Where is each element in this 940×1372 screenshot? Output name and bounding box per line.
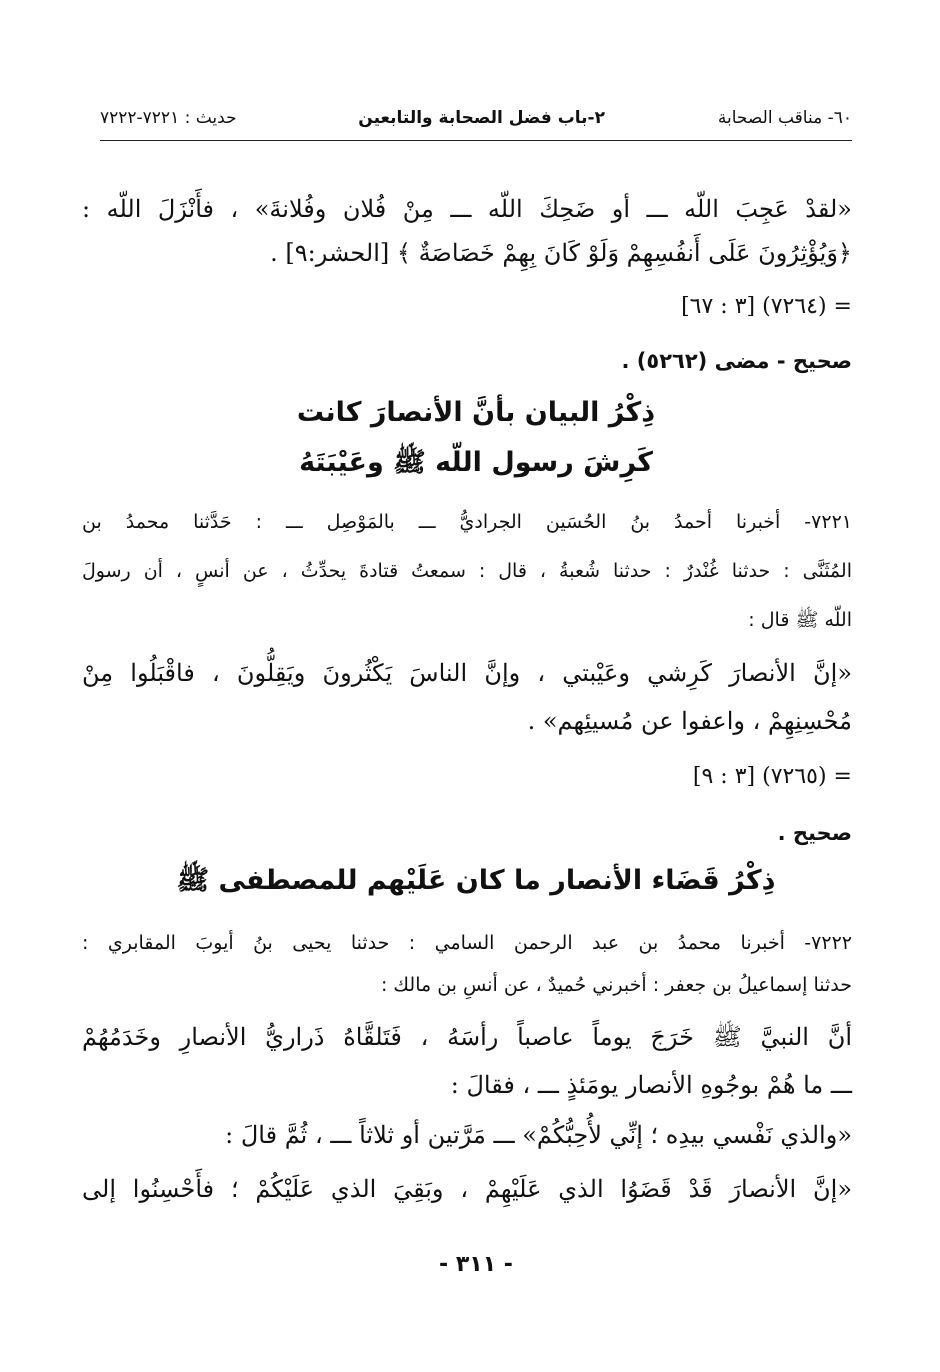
hadith-text-line: «إنَّ الأنصارَ كَرِشي وعَيْبتي ، وإنَّ الناسَ يَكْثُرونَ ويَقِلُّونَ ، فاقْبَلُوا مِنْ [82, 659, 852, 687]
page-number: - ٣١١ - [439, 1252, 513, 1277]
chapter-title: ٦٠- مناقب الصحابة [717, 108, 852, 128]
text-line: «لقدْ عَجِبَ اللّه ـــ أو ضَحِكَ اللّه ـــ مِنْ فُلان وفُلانةَ» ، فأَنْزَلَ اللّه : [82, 195, 852, 223]
hadith-text-line: «والذي نَفْسي بيدِه ؛ إنِّي لأُحِبُّكُمْ» ـــ مَرَّتين أو ثلاثاً ـــ ، ثُمَّ قالَ : [225, 1121, 852, 1149]
hadith-range: حديث : ٧٢٢١-٧٢٢٢ [100, 108, 237, 128]
hadith-text-line: «إنَّ الأنصارَ قَدْ قَضَوُا الذي عَلَيْهِمْ ، وبَقِيَ الذي عَلَيْكُمْ ؛ فأَحْسِنُوا إلى [82, 1175, 852, 1203]
hadith-text-line: أنَّ النبيَّ ﷺ خَرَجَ يوماً عاصباً رأسَهُ ، فَتَلقَّاهُ ذَراريُّ الأنصارِ وخَدَمُهُمْ [82, 1023, 852, 1051]
isnad-line: ٧٢٢١- أخبرنا أحمدُ بنُ الحُسَين الجراديُّ ـــ بالمَوْصِل ـــ : حَدَّثنا محمدُ بن [82, 511, 852, 533]
grading-line: صحيح . [777, 821, 852, 845]
header-divider [100, 140, 852, 141]
section-heading: كَرِشَ رسول اللّه ﷺ وعَيْبَتَهُ [299, 447, 653, 478]
grading-line: صحيح - مضى (٥٢٦٢) . [621, 349, 852, 373]
hadith-text-line: ـــ ما هُمْ بوجُوهِ الأنصار يومَئذٍ ـــ ، فقالَ : [450, 1071, 852, 1099]
section-title: ٢-باب فضل الصحابة والتابعين [358, 108, 605, 128]
isnad-line: اللّه ﷺ قال : [748, 609, 852, 631]
reference-line: = (٧٢٦٤) [٣ : ٦٧] [681, 294, 852, 319]
isnad-line: حدثنا إسماعيلُ بن جعفر : أخبرني حُميدٌ ، عن أنسِ بن مالك : [380, 974, 852, 996]
quran-verse-line: ﴿وَيُؤْثِرُونَ عَلَى أَنفُسِهِمْ وَلَوْ كَانَ بِهِمْ خَصَاصَةٌ ﴾ [الحشر:٩] . [270, 239, 852, 267]
hadith-text-line: مُحْسِنِهِمْ ، واعفوا عن مُسيئِهم» . [527, 707, 852, 735]
isnad-line: المُثَنَّى : حدثنا غُنْدرٌ : حدثنا شُعبةُ ، قال : سمعتُ قتادةَ يحدِّثُ ، عن أنسٍ ، أن رسولَ [82, 560, 852, 582]
reference-line: = (٧٢٦٥) [٣ : ٩] [692, 764, 852, 789]
section-heading: ذِكْرُ البيان بأنَّ الأنصارَ كانت [296, 397, 656, 428]
section-heading: ذِكْرُ قَضَاء الأنصار ما كان عَلَيْهم للمصطفى ﷺ [176, 865, 776, 896]
isnad-line: ٧٢٢٢- أخبرنا محمدُ بن عبد الرحمن السامي : حدثنا يحيى بنُ أيوبَ المقابري : [82, 932, 852, 954]
page-header [100, 104, 852, 136]
